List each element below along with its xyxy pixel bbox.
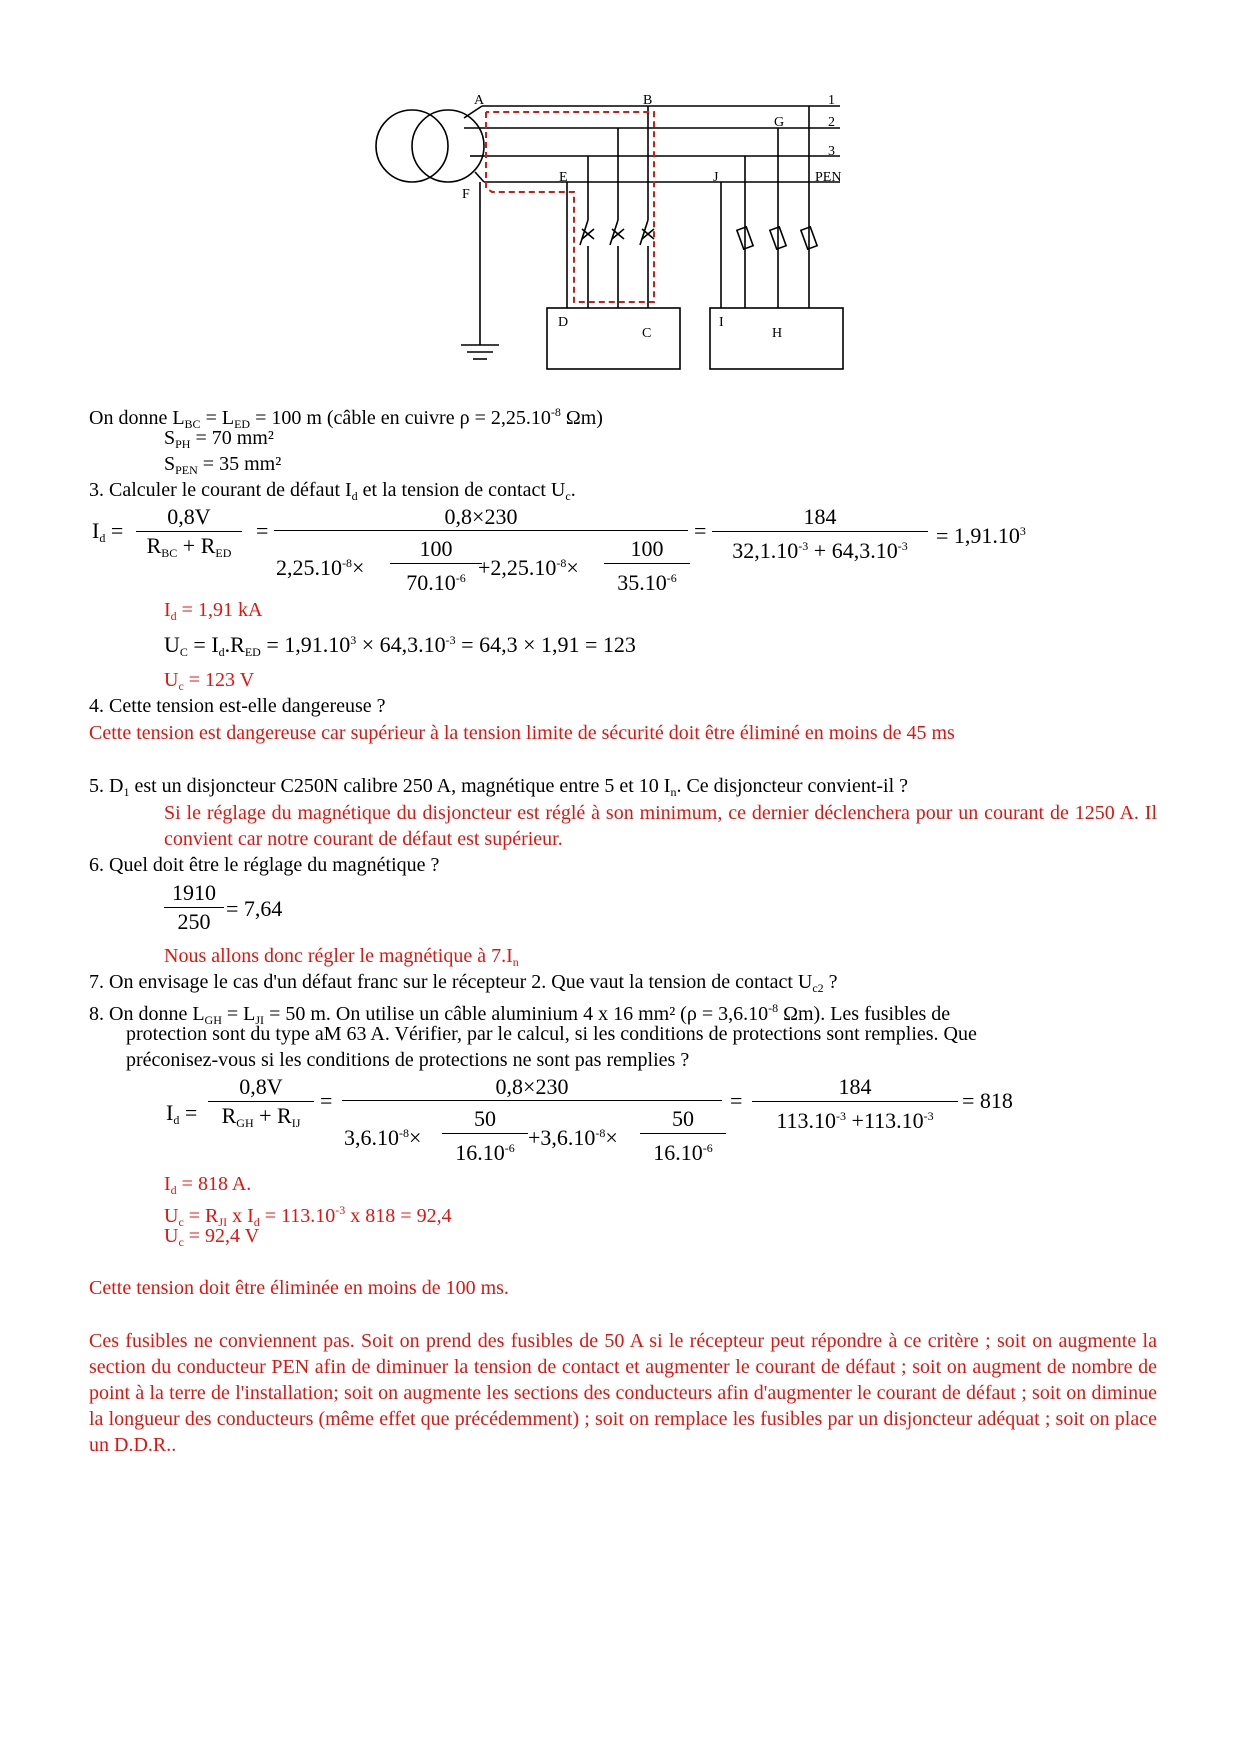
answer-4: Cette tension est dangereuse car supérieur à la tension limite de sécurité doit être éliminé en moins de 45 ms: [89, 722, 955, 744]
question-8-line3: préconisez-vous si les conditions de protections ne sont pas remplies ?: [126, 1049, 690, 1071]
answer-id2: $I_d = 818$ A.: [164, 1173, 252, 1197]
question-8: 8. On donne $L_{GH} = L_{JI} = 50$ m. On utilise un câble aluminium 4 x 16 mm² ($\rho = 3,6.10^{-8}$ Ωm). Les fusibles de: [89, 1001, 951, 1027]
question-6: 6. Quel doit être le réglage du magnétique ?: [89, 854, 440, 876]
label-2: 2: [828, 115, 835, 130]
answer-6: Nous allons donc régler le magnétique à $7.I_n$: [164, 945, 519, 969]
question-7: 7. On envisage le cas d'un défaut franc sur le récepteur 2. Que vaut la tension de contact $U_{c2}$ ?: [89, 971, 838, 995]
answer-uc: $U_c = 123$ V: [164, 669, 255, 693]
question-8-line2: protection sont du type aM 63 A. Vérifier, par le calcul, si les conditions de protections sont remplies. Que: [126, 1023, 977, 1045]
answer-uc2-calc: $U_c = R_{JI}$ x $I_d = 113.10^{-3}$ x 818 = 92,4: [164, 1203, 452, 1229]
label-3: 3: [828, 144, 835, 159]
answer-8-recommendations: Ces fusibles ne conviennent pas. Soit on prend des fusibles de 50 A si le récepteur peut répondre à ce critère ; soit on augmente la section du conducteur PEN afin de diminuer la tension de contact et augmenter le courant de défaut ; soit on augment de nombre de point à la terre de l'installation; soit on augmente les sections des conducteurs afin d'augmenter le courant de défaut ; soit on diminue la longueur des conducteurs (même effet que précédemment) ; soit on remplace les fusibles par un disjoncteur adéquat ; soit on place un D.D.R..: [89, 1330, 1157, 1456]
equation-contact-voltage-1: UC = $Id.RED = 1,91.10^3 \times 64,3.10^{-3} = 64,3 \times 1,91 = 123$: [164, 632, 636, 659]
label-H: H: [772, 326, 783, 341]
answer-uc2: $U_c = 92,4$ V: [164, 1225, 260, 1249]
label-B: B: [643, 93, 653, 108]
label-1: 1: [828, 93, 835, 108]
answer-5: Si le réglage du magnétique du disjoncteur est réglé à son minimum, ce dernier déclenchera pour un courant de 1250 A. Il convient car notre courant de défaut est supérieur.: [164, 802, 1157, 850]
label-A: A: [474, 93, 485, 108]
question-4: 4. Cette tension est-elle dangereuse ?: [89, 695, 386, 717]
answer-elimination-time: Cette tension doit être éliminée en moins de 100 ms.: [89, 1277, 509, 1299]
answer-id: $I_d = 1,91$ kA: [164, 599, 263, 623]
label-F: F: [462, 187, 470, 202]
given-spen: $S_{PEN} = 35$ mm²: [164, 453, 282, 477]
given-length: On donne $L_{BC} = L_{ED} = 100$ m (câble en cuivre $\rho = 2,25.10^{-8}$ Ωm): [89, 405, 603, 431]
question-5: 5. $D_1$ est un disjoncteur C250N calibre 250 A, magnétique entre 5 et 10 $I_n$. Ce disjoncteur convient-il ?: [89, 775, 909, 799]
label-G: G: [774, 115, 785, 130]
fault-loop-path: [486, 112, 654, 302]
label-J: J: [713, 170, 719, 185]
given-sph: $S_{PH} = 70$ mm²: [164, 427, 274, 451]
label-C: C: [642, 326, 652, 341]
tt-installation-diagram: [0, 0, 1240, 400]
label-E: E: [559, 170, 568, 185]
label-D: D: [558, 315, 569, 330]
question-3: 3. Calculer le courant de défaut $I_d$ et la tension de contact $U_c$.: [89, 479, 576, 503]
label-I: I: [719, 315, 724, 330]
label-PEN: PEN: [815, 170, 842, 185]
